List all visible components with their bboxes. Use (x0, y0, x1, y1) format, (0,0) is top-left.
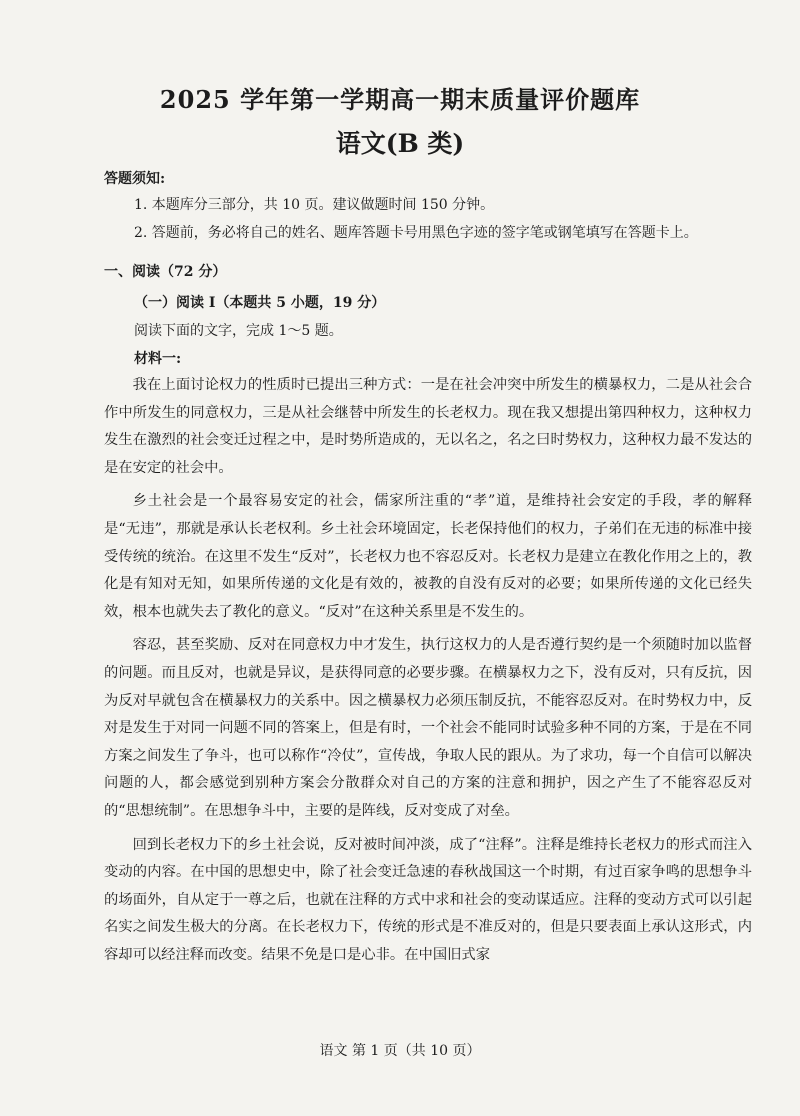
subsection-heading: （一）阅读 I（本题共 5 小题，19 分） (134, 295, 386, 311)
exam-title: 2025 学年第一学期高一期末质量评价题库 (159, 85, 641, 114)
notice-item: 2. 答题前，务必将自己的姓名、题库答题卡号用黑色字迹的签字笔或钢笔填写在答题卡上。 (134, 225, 698, 241)
paragraph: 乡土社会是一个最容易安定的社会，儒家所注重的“孝”道，是维持社会安定的手段，孝的解释是“无违”，那就是承认长老权利。乡土社会环境固定，长老保持他们的权力，子弟们在无违的标准中接受传统的统治。在这里不发生“反对”，长老权力也不容忍反对。长老权力是建立在教化作用之上的，教化是有知对无知，如果所传递的文化是有效的，被教的自没有反对的必要；如果所传递的文化已经失效，根本也就失去了教化的意义。“反对”在这种关系里是不发生的。 (104, 493, 752, 620)
exam-subtitle: 语文(B 类) (335, 129, 465, 158)
material-label: 材料一: (134, 351, 182, 367)
page-footer: 语文 第 1 页（共 10 页） (319, 1043, 481, 1059)
reading-passage (104, 372, 752, 975)
section-heading: 一、阅读（72 分） (104, 264, 227, 280)
paragraph: 回到长老权力下的乡土社会说，反对被时间冲淡，成了“注释”。注释是维持长老权力的形式而注入变动的内容。在中国的思想史中，除了社会变迁急速的春秋战国这一个时期，有过百家争鸣的思想争斗的场面外，自从定于一尊之后，也就在注释的方式中求和社会的变动谋适应。注释的变动方式可以引起名实之间发生极大的分离。在长老权力下，传统的形式是不准反对的，但是只要表面上承认这形式，内容却可以经注释而改变。结果不免是口是心非。在中国旧式家 (104, 836, 752, 963)
notice-item: 1. 本题库分三部分，共 10 页。建议做题时间 150 分钟。 (134, 197, 495, 213)
paragraph: 我在上面讨论权力的性质时已提出三种方式：一是在社会冲突中所发生的横暴权力，二是从社会合作中所发生的同意权力，三是从社会继替中所发生的长老权力。现在我又想提出第四种权力，这种权力发生在激烈的社会变迁过程之中，是时势所造成的，无以名之，名之曰时势权力，这种权力最不发达的是在安定的社会中。 (104, 377, 752, 476)
paragraph: 容忍，甚至奖励、反对在同意权力中才发生，执行这权力的人是否遵行契约是一个须随时加以监督的问题。而且反对，也就是异议，是获得同意的必要步骤。在横暴权力之下，没有反对，只有反抗，因为反对早就包含在横暴权力的关系中。因之横暴权力必须压制反抗，不能容忍反对。在时势权力中，反对是发生于对同一问题不同的答案上，但是有时，一个社会不能同时试验多种不同的方案，于是在不同方案之间发生了争斗，也可以称作“冷仗”，宣传战，争取人民的跟从。为了求功，每一个自信可以解决问题的人，都会感觉到别种方案会分散群众对自己的方案的注意和拥护，因之产生了不能容忍反对的“思想统制”。在思想争斗中，主要的是阵线，反对变成了对垒。 (104, 637, 752, 819)
notice-heading: 答题须知: (104, 171, 166, 187)
reading-instruction: 阅读下面的文字，完成 1～5 题。 (134, 323, 343, 339)
